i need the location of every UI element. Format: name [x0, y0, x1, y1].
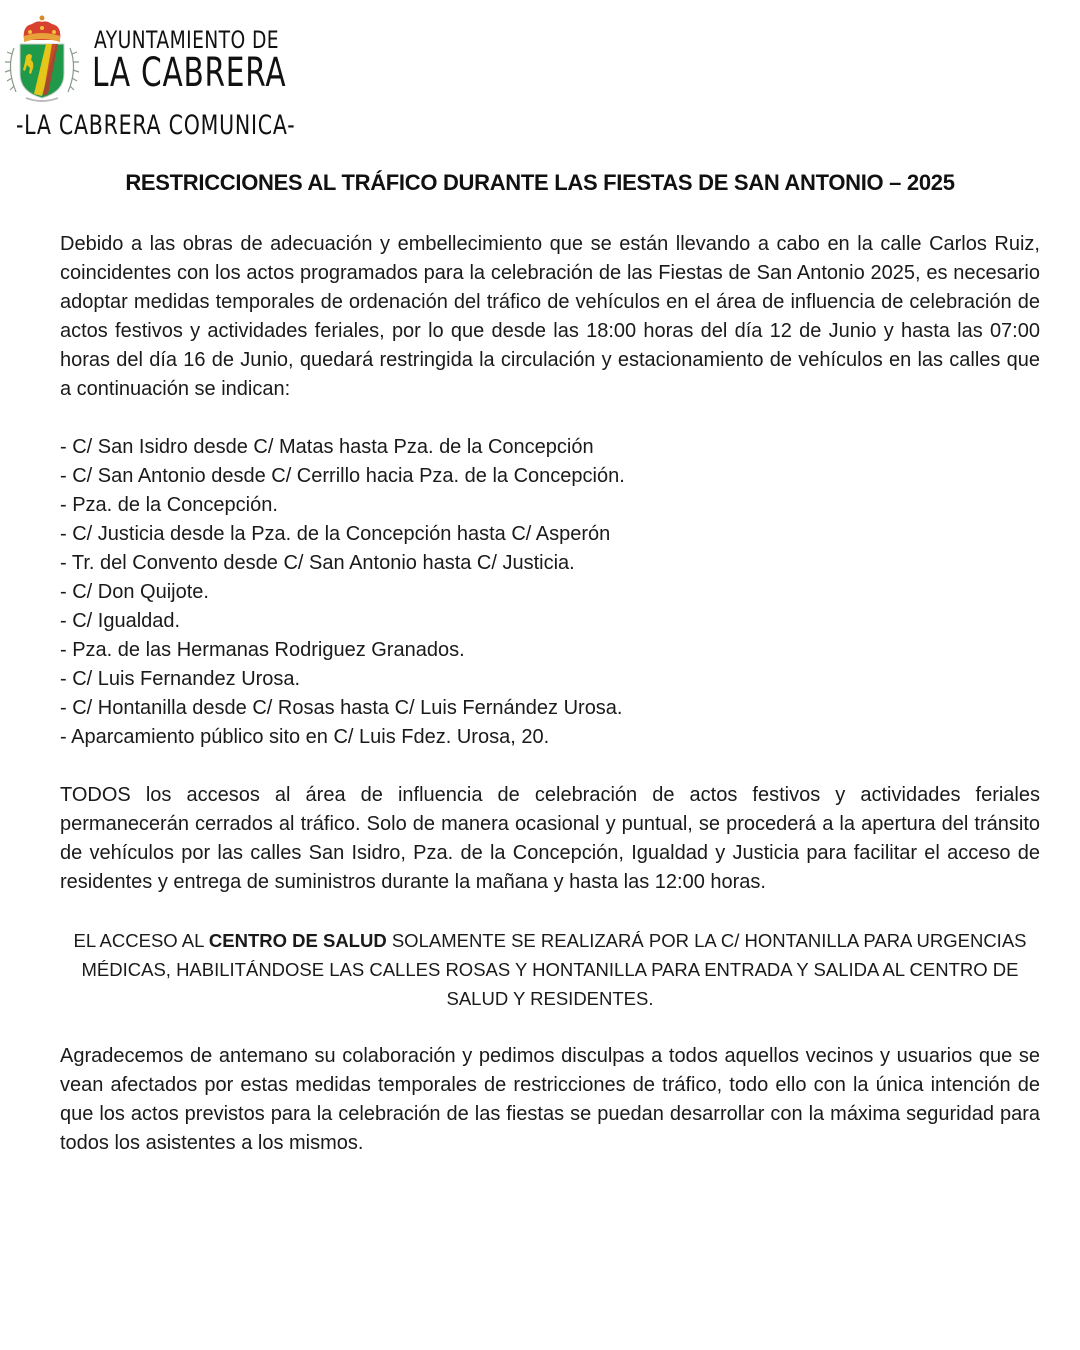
- street-item: - C/ Justicia desde la Pza. de la Concepción hasta C/ Asperón: [60, 523, 611, 545]
- street-item: - C/ San Antonio desde C/ Cerrillo hacia Pza. de la Concepción.: [60, 465, 625, 487]
- laurel-left: [5, 48, 16, 92]
- closing-paragraph: Agradecemos de antemano su colaboración y pedimos disculpas a todos aquellos vecinos y usuarios que se vean afectados por estas medidas temporales de restricciones de tráfico, todo ello con la única intención de que los actos previstos para la celebración de las fiestas se puedan desarrollar con la máxima seguridad para todos los asistentes a los mismos.: [60, 1045, 1040, 1154]
- street-item: - C/ Luis Fernandez Urosa.: [60, 668, 301, 690]
- street-item: - Pza. de la Concepción.: [60, 494, 278, 516]
- restricted-streets-list: [60, 433, 1040, 752]
- street-item: - Pza. de las Hermanas Rodriguez Granados.: [60, 639, 465, 661]
- street-item: - Tr. del Convento desde C/ San Antonio hasta C/ Justicia.: [60, 552, 575, 574]
- notice-highlight: CENTRO DE SALUD: [208, 930, 387, 951]
- street-item: - C/ Igualdad.: [60, 610, 181, 632]
- street-item: - C/ Hontanilla desde C/ Rosas hasta C/ Luis Fernández Urosa.: [60, 697, 623, 719]
- intro-paragraph: Debido a las obras de adecuación y embellecimiento que se están llevando a cabo en la calle Carlos Ruiz, coincidentes con los actos programados para la celebración de las Fiestas de San Antonio 2025, es necesario adoptar medidas temporales de ordenación del tráfico de vehículos en el área de influencia de celebración de actos festivos y actividades feriales, por lo que desde las 18:00 horas del día 12 de Junio y hasta las 07:00 horas del día 16 de Junio, quedará restringida la circulación y estacionamiento de vehículos en las calles que a continuación se indican:: [60, 233, 1040, 400]
- laurel-right: [68, 48, 79, 92]
- street-item: - C/ Don Quijote.: [60, 581, 209, 603]
- coat-of-arms-icon: [4, 12, 80, 106]
- street-item: - C/ San Isidro desde C/ Matas hasta Pza. de la Concepción: [60, 436, 594, 458]
- access-paragraph: TODOS los accesos al área de influencia de celebración de actos festivos y actividades feriales permanecerán cerrados al tráfico. Solo de manera ocasional y puntual, se procederá a la apertura del tránsito de vehículos por las calles San Isidro, Pza. de la Concepción, Igualdad y Justicia para facilitar el acceso de residentes y entrega de suministros durante la mañana y hasta las 12:00 horas.: [60, 784, 1040, 893]
- health-center-notice: [60, 926, 1040, 1013]
- org-tagline: -LA CABRERA COMUNICA-: [16, 110, 296, 141]
- org-name-line2: LA CABRERA: [92, 50, 287, 96]
- notice-text-after: SOLAMENTE SE REALIZARÁ POR LA C/ HONTANILLA PARA URGENCIAS MÉDICAS, HABILITÁNDOSE LAS CALLES ROSAS Y HONTANILLA PARA ENTRADA Y SALIDA AL CENTRO DE SALUD Y RESIDENTES.: [81, 930, 1027, 1009]
- org-name-line1: AYUNTAMIENTO DE: [94, 26, 280, 54]
- crown: [24, 16, 61, 43]
- document-title: RESTRICCIONES AL TRÁFICO DURANTE LAS FIESTAS DE SAN ANTONIO – 2025: [125, 170, 955, 195]
- header: [0, 0, 300, 150]
- street-item: - Aparcamiento público sito en C/ Luis Fdez. Urosa, 20.: [60, 726, 550, 748]
- document-body: [60, 230, 1040, 1158]
- notice-text-before: EL ACCESO AL: [73, 930, 209, 951]
